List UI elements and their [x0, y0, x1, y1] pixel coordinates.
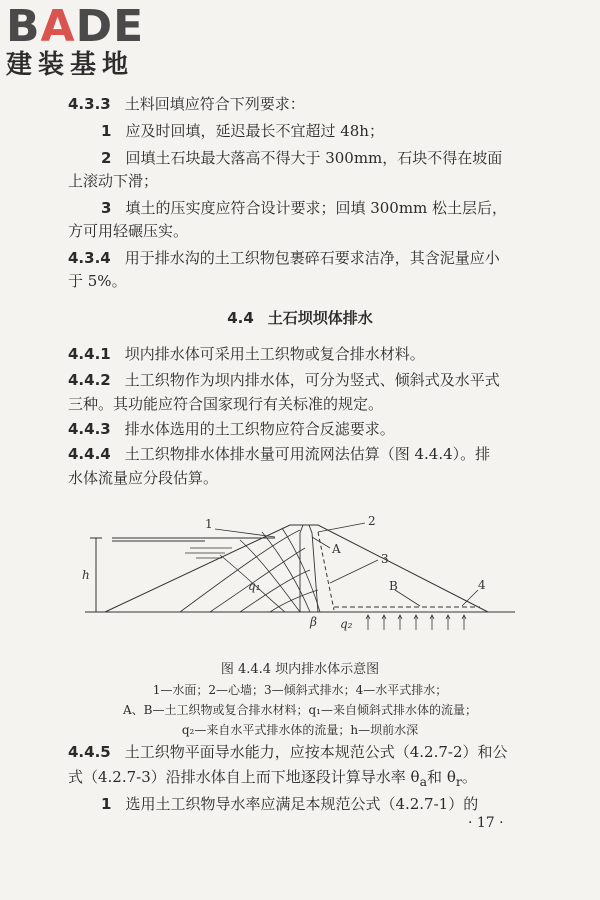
- clause-4-4-1: [68, 343, 425, 365]
- clause-4-4-4-continued: 水体流量应分段估算。: [68, 469, 219, 487]
- item-4-4-5-1: [101, 793, 478, 815]
- clause-text-mid: 和 θ: [427, 768, 456, 786]
- theta-subscript-a: a: [419, 774, 428, 789]
- label-h: h: [82, 568, 90, 582]
- item-number: 1: [101, 795, 112, 813]
- figure-caption-line-2: A、B—土工织物或复合排水材料；q₁—来自倾斜式排水体的流量；: [123, 703, 477, 717]
- inclined-drain: [318, 532, 334, 610]
- figure-caption-line-3: q₂—来自水平式排水体的流量；h—坝前水深: [181, 723, 419, 737]
- clause-text: 土工织物排水体排水量可用流网法估算（图 4.4.4）。排: [124, 445, 491, 463]
- clause-number: 4.4.2: [68, 371, 111, 389]
- clause-4-3-4-continued: 于 5%。: [68, 272, 127, 290]
- item-text: 填土的压实度应符合设计要求；回填 300mm 松土层后，: [125, 199, 508, 217]
- clause-text-end: 。: [461, 768, 477, 786]
- core-wall: [300, 525, 303, 612]
- label-2: 2: [368, 514, 376, 528]
- label-q2: q₂: [340, 617, 353, 631]
- clause-4-4-2-continued: 三种。其功能应符合国家现行有关标准的规定。: [68, 395, 384, 413]
- clause-text: 土料回填应符合下列要求：: [124, 95, 305, 113]
- clause-text: 坝内排水体可采用土工织物或复合排水材料。: [124, 345, 425, 363]
- item-text: 回填土石块最大落高不得大于 300mm，石块不得在坡面: [125, 149, 503, 167]
- label-B: B: [389, 579, 398, 593]
- logo-subtitle: 建装基地: [6, 50, 135, 80]
- page-number: · 17 ·: [468, 815, 504, 831]
- clause-4-4-5: [68, 741, 508, 763]
- clause-number: 4.3.3: [68, 95, 111, 113]
- clause-text: 土工织物平面导水能力，应按本规范公式（4.2.7-2）和公: [124, 743, 508, 761]
- item-number: 2: [101, 149, 112, 167]
- item-number: 1: [101, 122, 112, 140]
- logo-wordmark: BADE: [6, 1, 145, 52]
- section-heading: 土石坝坝体排水: [267, 309, 373, 327]
- item-2: [101, 147, 502, 169]
- section-title: [0, 307, 600, 328]
- inflow-arrows: [366, 615, 466, 630]
- label-3: 3: [381, 552, 389, 566]
- item-2-continued: 上滚动下滑；: [68, 172, 159, 190]
- clause-4-4-4: [68, 443, 490, 465]
- section-number: 4.4: [227, 309, 254, 327]
- clause-number: 4.4.5: [68, 743, 111, 761]
- clause-text: 排水体选用的土工织物应符合反滤要求。: [124, 420, 395, 438]
- dam-outline: [105, 525, 488, 612]
- clause-number: 4.4.3: [68, 420, 111, 438]
- label-4: 4: [478, 578, 486, 592]
- label-q1: q₁: [248, 579, 261, 593]
- item-text: 选用土工织物导水率应满足本规范公式（4.2.7-1）的: [125, 795, 479, 813]
- clause-4-3-4: [68, 247, 500, 269]
- clause-number: 4.4.1: [68, 345, 111, 363]
- item-3-continued: 方可用轻碾压实。: [68, 222, 189, 240]
- label-1: 1: [205, 517, 213, 531]
- clause-text: 用于排水沟的土工织物包裹碎石要求洁净，其含泥量应小: [124, 249, 500, 267]
- item-1: [101, 120, 384, 142]
- logo-accent-letter: A: [40, 1, 76, 52]
- flow-net: [180, 530, 300, 612]
- theta-subscript-r: r: [455, 774, 462, 789]
- clause-4-4-2: [68, 369, 500, 391]
- clause-number: 4.3.4: [68, 249, 111, 267]
- clause-text: 式（4.2.7-3）沿排水体自上而下地逐段计算导水率 θ: [68, 768, 420, 786]
- figure-caption-line-1: 1—水面；2—心墙；3—倾斜式排水；4—水平式排水；: [152, 683, 448, 697]
- clause-4-4-3: [68, 418, 395, 440]
- item-text: 应及时回填，延迟最长不宜超过 48h；: [125, 122, 384, 140]
- brand-logo: [6, 1, 176, 80]
- clause-4-4-5-continued: [68, 766, 477, 793]
- item-3: [101, 197, 507, 219]
- clause-4-3-3: [68, 93, 305, 115]
- label-A: A: [332, 542, 341, 556]
- clause-text: 土工织物作为坝内排水体，可分为竖式、倾斜式及水平式: [124, 371, 500, 389]
- figure-caption-title: 图 4.4.4 坝内排水体示意图: [220, 662, 380, 677]
- label-beta: β: [310, 615, 317, 629]
- item-number: 3: [101, 199, 112, 217]
- clause-number: 4.4.4: [68, 445, 111, 463]
